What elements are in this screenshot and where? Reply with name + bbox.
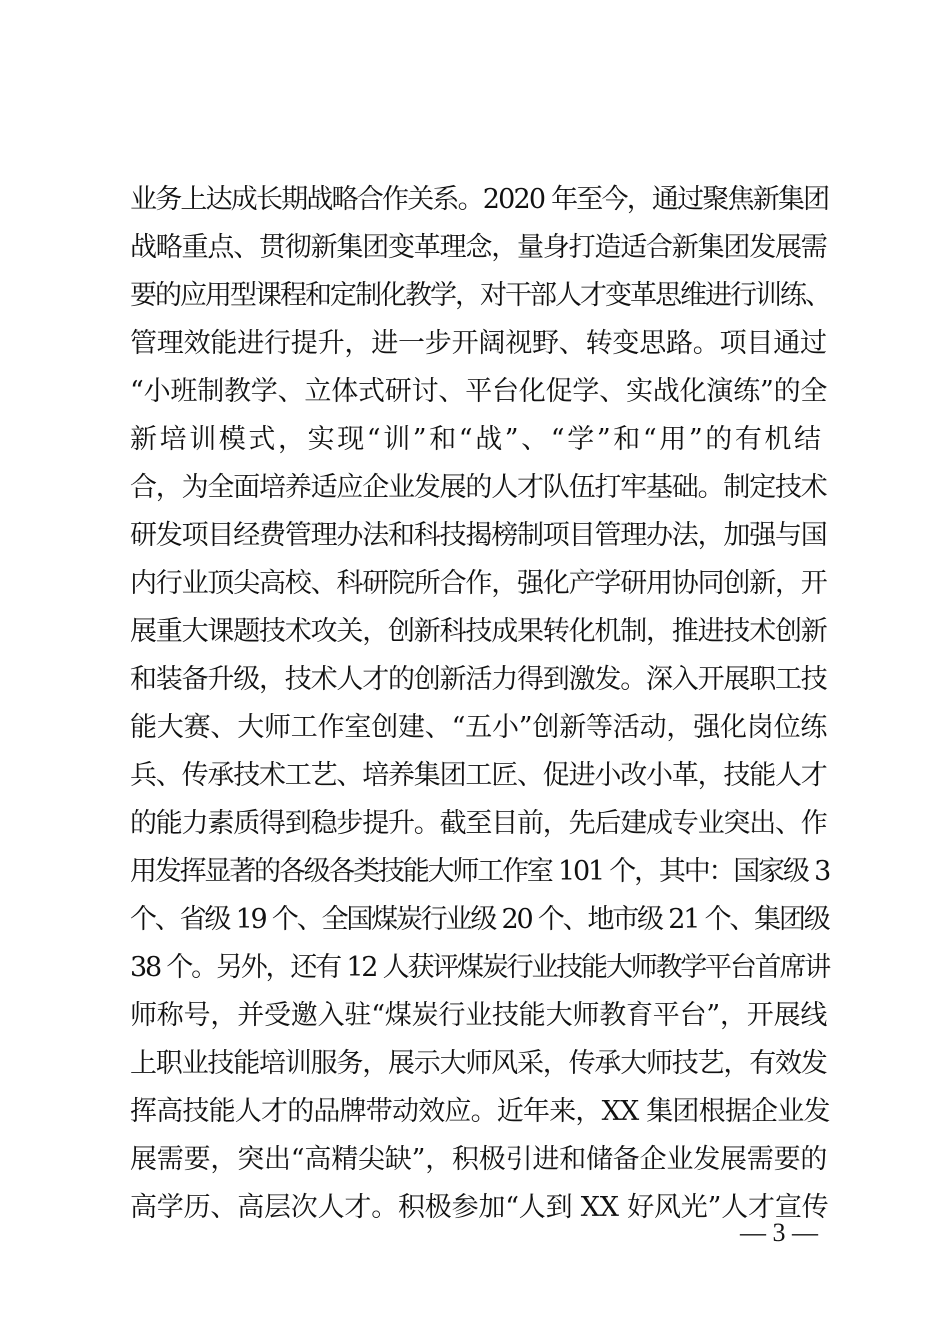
text-line: 战略重点、贯彻新集团变革理念，量身打造适合新集团发展需 [130,232,827,263]
text-line: 业务上达成长期战略合作关系。2020 年至今，通过聚焦新集团 [130,184,829,215]
text-line: “小班制教学、立体式研讨、平台化促学、实战化演练”的全 [130,376,828,407]
text-line: 兵、传承技术工艺、培养集团工匠、促进小改小革，技能人才 [130,760,827,791]
text-line: 研发项目经费管理办法和科技揭榜制项目管理办法，加强与国 [130,520,827,551]
text-line: 师称号，并受邀入驻“煤炭行业技能大师教育平台”，开展线 [130,1000,828,1031]
text-line: 合，为全面培养适应企业发展的人才队伍打牢基础。制定技术 [130,472,827,503]
text-line: 要的应用型课程和定制化教学，对干部人才变革思维进行训练、 [130,280,830,311]
text-line: 上职业技能培训服务，展示大师风采，传承大师技艺，有效发 [130,1048,827,1079]
text-line: 38 个。另外，还有 12 人获评煤炭行业技能大师教学平台首席讲 [130,952,830,983]
text-line: 展重大课题技术攻关，创新科技成果转化机制，推进技术创新 [130,616,827,647]
text-line: 能大赛、大师工作室创建、“五小”创新等活动，强化岗位练 [130,712,828,743]
text-line: 用发挥显著的各级各类技能大师工作室 101 个，其中：国家级 3 [130,856,830,887]
text-line: 展需要，突出“高精尖缺”，积极引进和储备企业发展需要的 [130,1144,828,1175]
text-line: 内行业顶尖高校、科研院所合作，强化产学研用协同创新，开 [130,568,827,599]
page-number: — 3 — [740,1218,818,1247]
text-line: 新培训模式，实现“训”和“战”、“学”和“用”的有机结 [130,424,824,455]
text-line: 挥高技能人才的品牌带动效应。近年来，XX 集团根据企业发 [130,1096,830,1127]
text-line: 管理效能进行提升，进一步开阔视野、转变思路。项目通过 [130,328,827,359]
text-line: 和装备升级，技术人才的创新活力得到激发。深入开展职工技 [130,664,827,695]
text-line: 个、省级 19 个、全国煤炭行业级 20 个、地市级 21 个、集团级 [130,904,829,935]
text-line: 高学历、高层次人才。积极参加“人到 XX 好风光”人才宣传 [130,1192,829,1223]
text-line: 的能力素质得到稳步提升。截至目前，先后建成专业突出、作 [130,808,827,839]
